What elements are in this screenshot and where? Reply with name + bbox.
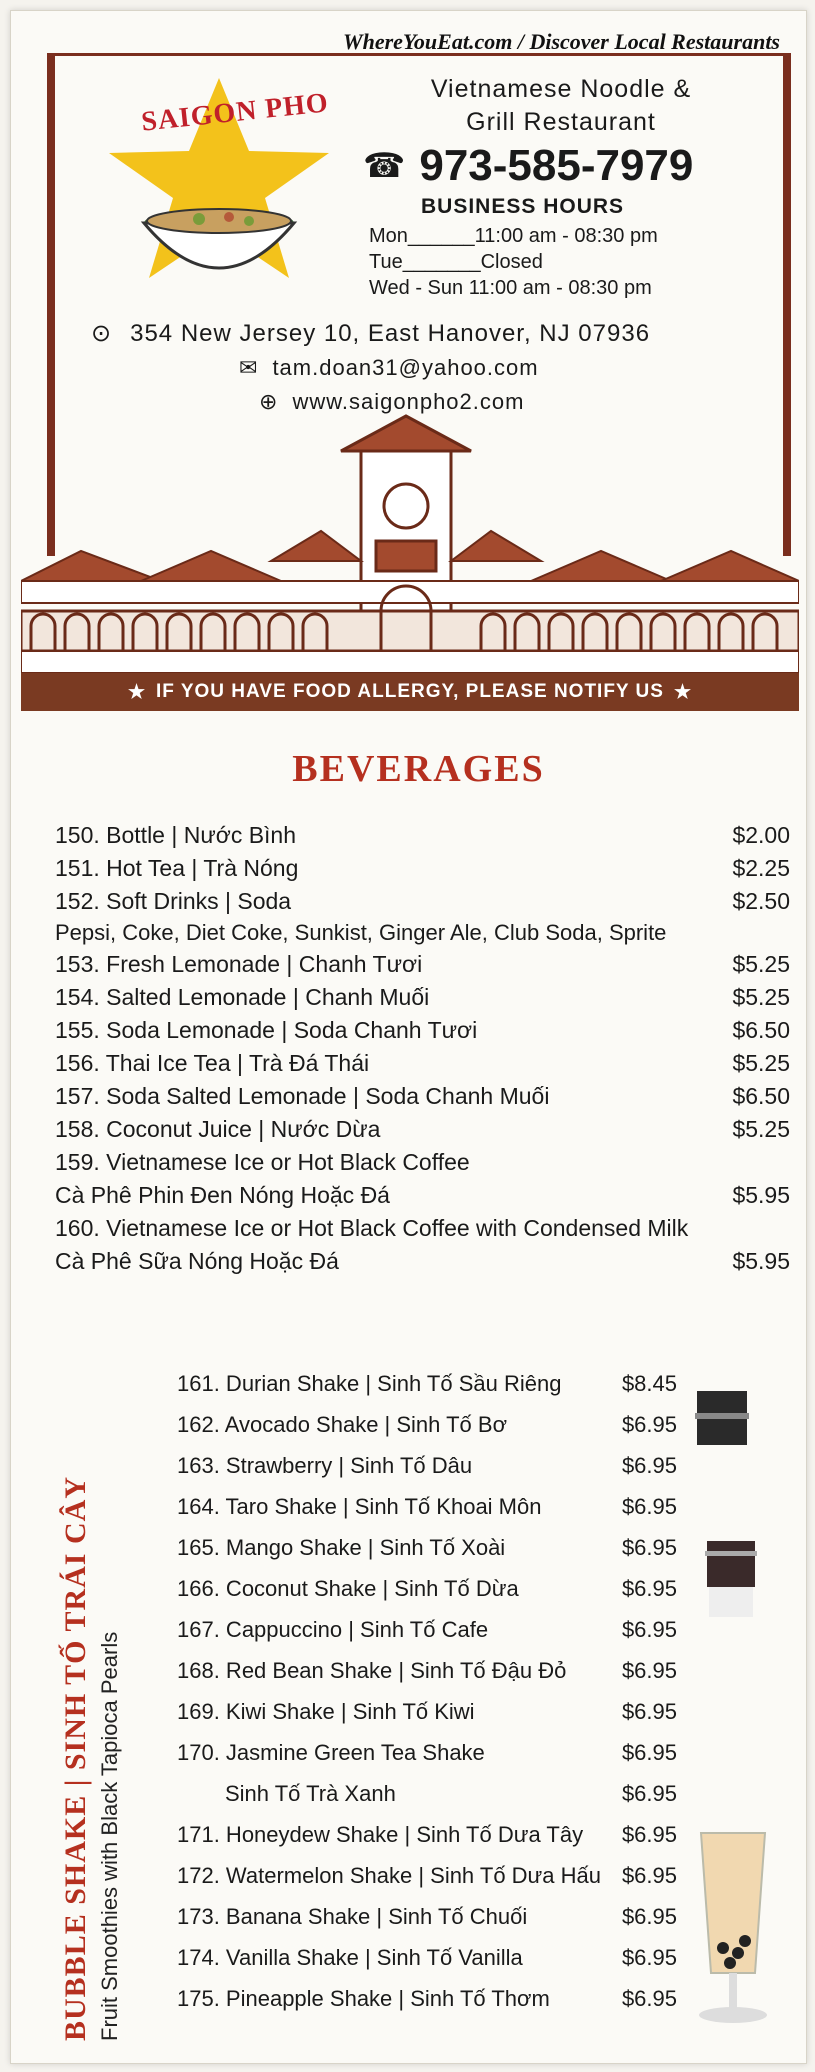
business-hours <box>369 223 658 301</box>
location-pin-icon: ⊙ <box>91 320 113 347</box>
drink-cup-icon <box>687 1383 757 1453</box>
subtitle-line-2: Grill Restaurant <box>466 108 656 136</box>
logo-text: SAIGON PHO <box>139 87 331 138</box>
email-row <box>239 355 539 381</box>
allergy-notice: IF YOU HAVE FOOD ALLERGY, PLEASE NOTIFY US <box>156 681 664 702</box>
menu-item: 158. Coconut Juice | Nước Dừa $5.25 <box>55 1116 790 1142</box>
menu-item: 155. Soda Lemonade | Soda Chanh Tươi $6.50 <box>55 1017 790 1043</box>
bubble-shake-title: BUBBLE SHAKE | SINH TỐ TRÁI CÂY <box>59 1476 92 2041</box>
website-link[interactable]: www.saigonpho2.com <box>292 389 525 414</box>
menu-item: 161. Durian Shake | Sinh Tố Sầu Riêng $8.45 <box>177 1371 677 1396</box>
menu-item: 165. Mango Shake | Sinh Tố Xoài $6.95 <box>177 1535 677 1560</box>
phone-row <box>363 141 693 191</box>
hours-row: Mon______11:00 am - 08:30 pm <box>369 225 658 247</box>
drink-cup-icon <box>701 1531 761 1621</box>
menu-item: 150. Bottle | Nước Bình $2.00 <box>55 822 790 848</box>
bubble-shake-list <box>177 1363 677 2019</box>
phone-number[interactable]: 973-585-7979 <box>419 141 694 190</box>
menu-item: 162. Avocado Shake | Sinh Tố Bơ $6.95 <box>177 1412 677 1437</box>
menu-item-note: Pepsi, Coke, Diet Coke, Sunkist, Ginger Ale, Club Soda, Sprite <box>55 920 667 945</box>
address-row <box>91 319 650 348</box>
menu-item: 159. Vietnamese Ice or Hot Black Coffee <box>55 1149 470 1175</box>
menu-item: 168. Red Bean Shake | Sinh Tố Đậu Đỏ $6.95 <box>177 1658 677 1683</box>
menu-item: 152. Soft Drinks | Soda $2.50 <box>55 888 790 914</box>
bubble-shake-subtitle: Fruit Smoothies with Black Tapioca Pearls <box>97 1631 122 2041</box>
bubble-shake-side-title <box>59 1321 123 2041</box>
allergy-banner <box>21 673 799 711</box>
business-hours-title: BUSINESS HOURS <box>421 195 625 218</box>
menu-item: 175. Pineapple Shake | Sinh Tố Thơm $6.95 <box>177 1986 677 2011</box>
menu-item: 163. Strawberry | Sinh Tố Dâu $6.95 <box>177 1453 677 1478</box>
menu-item: 173. Banana Shake | Sinh Tố Chuối $6.95 <box>177 1904 677 1929</box>
beverages-list <box>55 819 790 1278</box>
menu-item: 156. Thai Ice Tea | Trà Đá Thái $5.25 <box>55 1050 790 1076</box>
menu-item: 169. Kiwi Shake | Sinh Tố Kiwi $6.95 <box>177 1699 677 1724</box>
menu-item: Cà Phê Sữa Nóng Hoặc Đá $5.95 <box>55 1248 790 1274</box>
restaurant-subtitle <box>371 73 751 139</box>
email-link[interactable]: tam.doan31@yahoo.com <box>272 355 539 380</box>
watermark: WhereYouEat.com / Discover Local Restaurants <box>343 29 780 54</box>
menu-item: 166. Coconut Shake | Sinh Tố Dừa $6.95 <box>177 1576 677 1601</box>
menu-item: 157. Soda Salted Lemonade | Soda Chanh Muối $6.50 <box>55 1083 790 1109</box>
phone-icon: ☎ <box>363 147 406 185</box>
menu-item: 164. Taro Shake | Sinh Tố Khoai Môn $6.95 <box>177 1494 677 1519</box>
hours-row: Tue_______Closed <box>369 251 543 273</box>
menu-item: 171. Honeydew Shake | Sinh Tố Dưa Tây $6.95 <box>177 1822 677 1847</box>
beverages-title: BEVERAGES <box>292 748 545 790</box>
menu-item: 167. Cappuccino | Sinh Tố Cafe $6.95 <box>177 1617 677 1642</box>
subtitle-line-1: Vietnamese Noodle & <box>430 75 692 103</box>
menu-item: 174. Vanilla Shake | Sinh Tố Vanilla $6.95 <box>177 1945 677 1970</box>
menu-item: 153. Fresh Lemonade | Chanh Tươi $5.25 <box>55 951 790 977</box>
star-icon: ★ <box>127 681 147 703</box>
market-building-illustration <box>21 411 799 673</box>
bubble-tea-glass-icon <box>683 1823 783 2033</box>
envelope-icon: ✉ <box>239 355 259 380</box>
menu-page <box>10 10 807 2064</box>
menu-item: 170. Jasmine Green Tea Shake $6.95 <box>177 1740 677 1765</box>
hours-row: Wed - Sun 11:00 am - 08:30 pm <box>369 277 652 299</box>
globe-icon: ⊕ <box>259 389 279 414</box>
star-icon: ★ <box>673 681 692 703</box>
menu-item: Cà Phê Phin Đen Nóng Hoặc Đá $5.95 <box>55 1182 790 1208</box>
menu-item: 172. Watermelon Shake | Sinh Tố Dưa Hấu $6.95 <box>177 1863 677 1888</box>
menu-item: 160. Vietnamese Ice or Hot Black Coffee with Condensed Milk <box>55 1215 689 1241</box>
menu-item: 151. Hot Tea | Trà Nóng $2.25 <box>55 855 790 881</box>
address: 354 New Jersey 10, East Hanover, NJ 07936 <box>130 319 651 347</box>
menu-item: Sinh Tố Trà Xanh $6.95 <box>225 1781 677 1806</box>
menu-item: 154. Salted Lemonade | Chanh Muối $5.25 <box>55 984 790 1010</box>
